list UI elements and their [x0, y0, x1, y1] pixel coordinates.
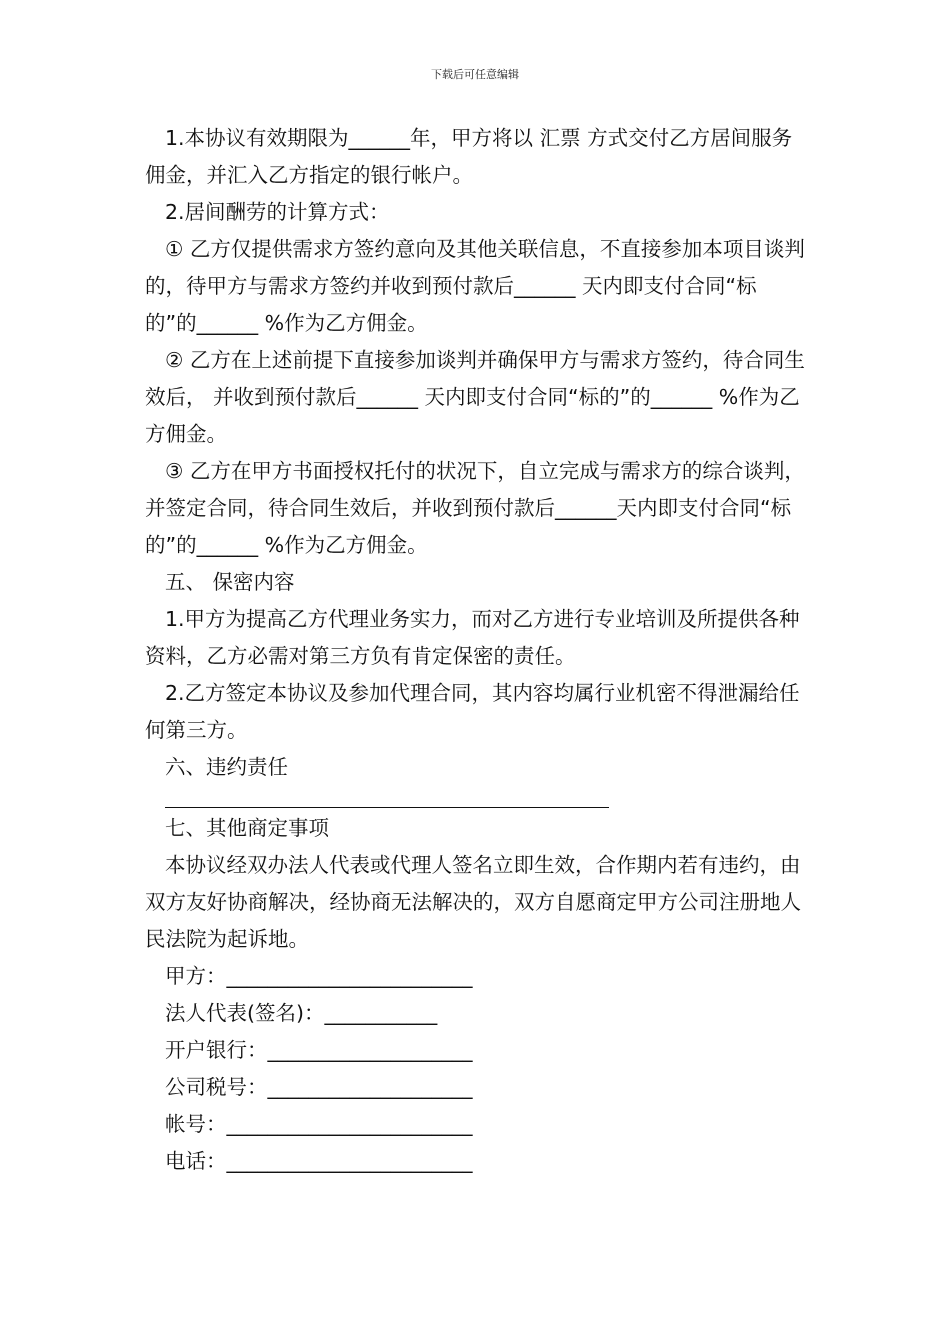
- section-heading-liability: 六、违约责任: [165, 755, 288, 779]
- signature-field-tax-no: 公司税号：____________________: [165, 1075, 473, 1099]
- commission-case-3: ③ 乙方在甲方书面授权托付的状况下，自立完成与需求方的综合谈判，并签定合同，待合同生效后，并收到预付款后______天内即支付合同“标的”的______ %作为乙方佣金。: [145, 459, 805, 557]
- signature-field-phone: 电话：________________________: [165, 1149, 473, 1173]
- confidentiality-clause-2: 2.乙方签定本协议及参加代理合同，其内容均属行业机密不得泄漏给任何第三方。: [145, 681, 800, 742]
- document-body: [145, 120, 807, 1180]
- page-header: 下载后可任意编辑: [431, 68, 519, 81]
- section-heading-other-terms: 七、其他商定事项: [165, 816, 329, 840]
- commission-case-2: ② 乙方在上述前提下直接参加谈判并确保甲方与需求方签约，待合同生效后， 并收到预付款后______ 天内即支付合同“标的”的______ %作为乙方佣金。: [145, 348, 805, 446]
- signature-field-account: 帐号：________________________: [165, 1112, 473, 1136]
- clause-commission-calc: 2.居间酬劳的计算方式：: [165, 200, 390, 224]
- section-heading-confidentiality: 五、 保密内容: [165, 570, 295, 594]
- liability-blank-line: [165, 807, 609, 808]
- signature-field-party-a: 甲方：________________________: [165, 964, 473, 988]
- clause-validity-period: 1.本协议有效期限为______年，甲方将以 汇票 方式交付乙方居间服务佣金，并汇入乙方指定的银行帐户。: [145, 126, 793, 187]
- signature-field-legal-rep: 法人代表(签名)：___________: [165, 1001, 438, 1025]
- commission-case-1: ① 乙方仅提供需求方签约意向及其他关联信息，不直接参加本项目谈判的，待甲方与需求方签约并收到预付款后______ 天内即支付合同“标的”的______ %作为乙方佣金。: [145, 237, 805, 335]
- confidentiality-clause-1: 1.甲方为提高乙方代理业务实力，而对乙方进行专业培训及所提供各种资料，乙方必需对第三方负有肯定保密的责任。: [145, 607, 800, 668]
- other-terms-clause: 本协议经双办法人代表或代理人签名立即生效，合作期内若有违约，由双方友好协商解决，经协商无法解决的，双方自愿商定甲方公司注册地人民法院为起诉地。: [145, 853, 801, 951]
- signature-field-bank: 开户银行：____________________: [165, 1038, 473, 1062]
